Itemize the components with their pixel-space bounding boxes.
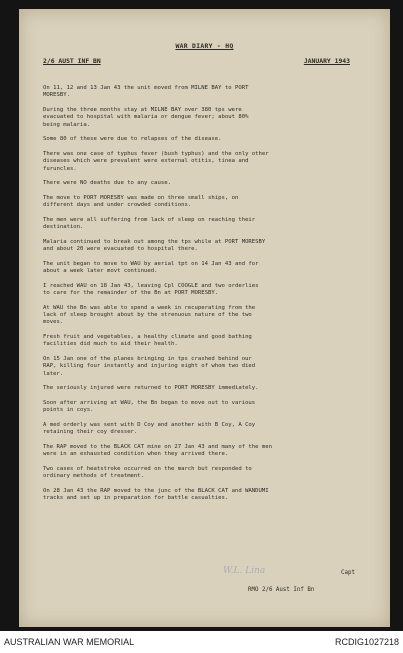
diary-paragraph: There were NO deaths due to any cause. — [43, 180, 171, 187]
diary-body — [43, 85, 361, 510]
archive-footer — [0, 631, 403, 653]
unit-heading: 2/6 AUST INF BN — [43, 57, 101, 65]
diary-paragraph: At WAU the Bn was able to spend a week in recuperating from the lack of sleep brought about by the strenuous nature of the two moves. — [43, 304, 256, 326]
diary-paragraph: On 15 Jan one of the planes bringing in tps crashed behind our RAP, killing four instantly and injuring eight of whom two died later. — [43, 356, 256, 377]
diary-paragraph: The RAP moved to the BLACK CAT mine on 27 Jan 43 and many of the men were in an exhausted condition when they arrived there. — [43, 444, 273, 458]
handwritten-signature: W.L. Lina — [223, 566, 266, 576]
diary-paragraph: The seriously injured were returned to PORT MORESBY immediately. — [43, 385, 259, 392]
diary-paragraph: The unit began to move to WAU by aerial tpt on 14 Jan 43 and for about a week later movt continued. — [43, 260, 259, 275]
diary-paragraph: Some 80 of these were due to relapses of the disease. — [43, 136, 222, 143]
page-title: WAR DIARY - HQ — [175, 42, 234, 50]
diary-paragraph: The move to PORT MORESBY was made on three small ships, on different days and under crowded conditions. — [43, 194, 239, 209]
diary-paragraph: On 11, 12 and 13 Jan 43 the unit moved from MILNE BAY to PORT MORESBY. — [43, 85, 249, 99]
diary-paragraph: During the three months stay at MILNE BAY over 380 tps were evacuated to hospital with malaria or dengue fever; about 80% being malaria. — [43, 106, 249, 128]
diary-paragraph: Soon after arriving at WAU, the Bn began to move out to various points in coys. — [43, 400, 256, 414]
footer-source: AUSTRALIAN WAR MEMORIAL — [4, 637, 135, 647]
diary-paragraph: On 28 Jan 43 the RAP moved to the junc of the BLACK CAT and WANDUMI tracks and set up in preparation for battle casualties. — [43, 488, 269, 502]
document-page — [19, 9, 390, 627]
diary-paragraph: A med orderly was sent with D Coy and another with B Coy, A Coy retaining their coy dresser. — [43, 422, 256, 436]
month-heading: JANUARY 1943 — [303, 57, 350, 65]
signature-unit: RMO 2/6 Aust Inf Bn — [248, 587, 315, 593]
diary-paragraph: There was one case of typhus fever (bush typhus) and the only other diseases which were prevalent were external otitis, tinea and furuncles. — [43, 150, 269, 172]
footer-record-id: RCDIG1027218 — [334, 637, 399, 647]
diary-paragraph: Two cases of heatstroke occurred on the march but responded to ordinary methods of treatment. — [43, 466, 252, 480]
diary-paragraph: I reached WAU on 18 Jan 43, leaving Cpl COOGLE and two orderlies to care for the remainder of the Bn at PORT MORESBY. — [43, 282, 259, 297]
diary-paragraph: Fresh fruit and vegetables, a healthy climate and good bathing facilities did much to aid their health. — [43, 334, 252, 348]
diary-paragraph: The men were all suffering from lack of sleep on reaching their destination. — [43, 216, 256, 231]
signature-rank: Capt — [341, 570, 355, 576]
diary-paragraph: Malaria continued to break out among the tps while at PORT MORESBY and about 20 were evacuated to hospital there. — [43, 238, 266, 253]
